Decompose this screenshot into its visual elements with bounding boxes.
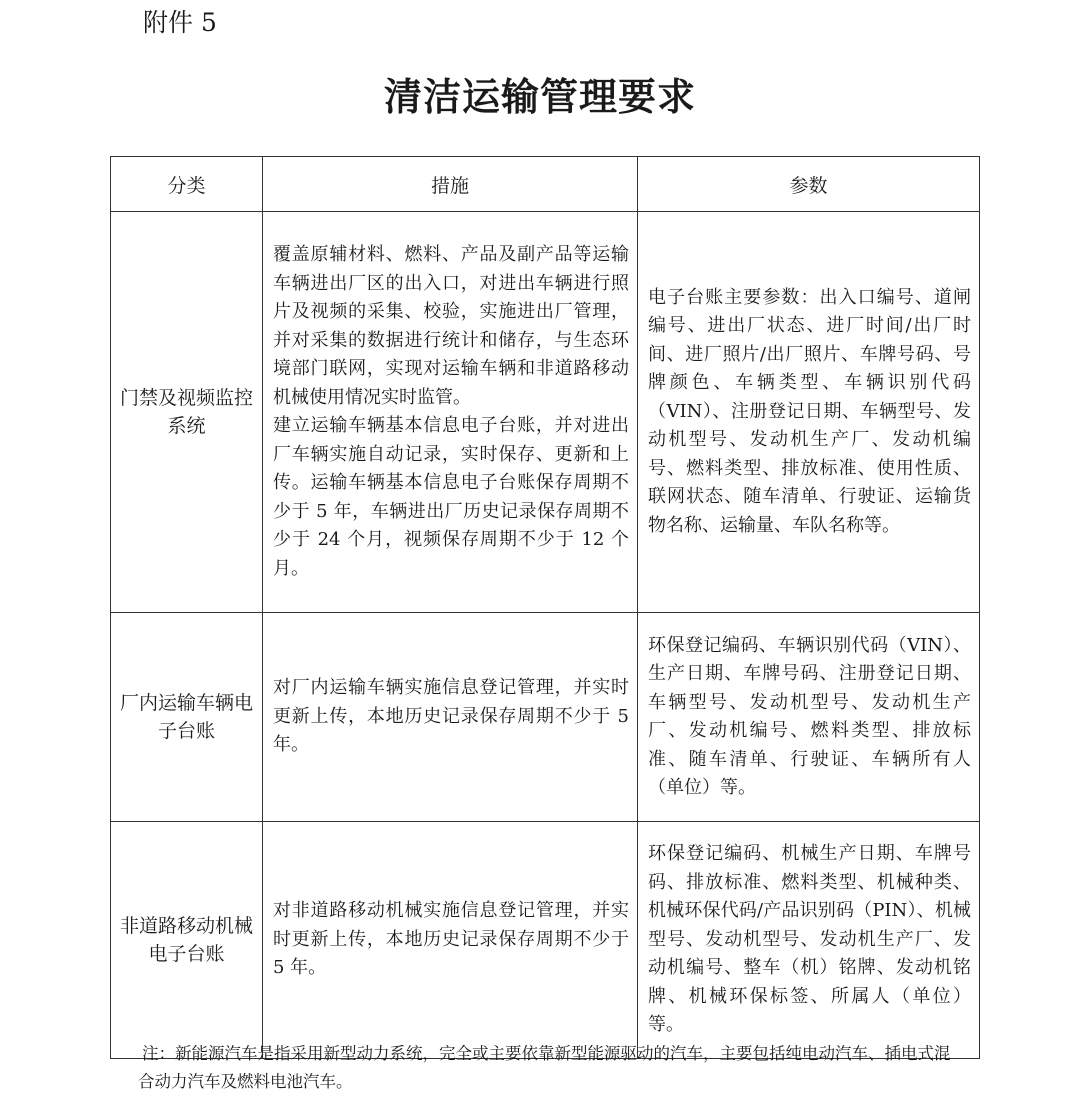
parameters-text: 环保登记编码、机械生产日期、车牌号码、排放标准、燃料类型、机械种类、机械环保代码/产品识别码（PIN）、机械型号、发动机型号、发动机生产厂、发动机编号、整车（机）铭牌、发动机铭牌、机械环保标签、所属人（单位）等。 [648, 843, 971, 1036]
header-category: 分类 [111, 157, 263, 212]
row-measures [263, 212, 638, 613]
row-measures [263, 822, 638, 1059]
measure-paragraph: 覆盖原辅材料、燃料、产品及副产品等运输车辆进出厂区的出入口，对进出车辆进行照片及视频的采集、校验，实施进出厂管理，并对采集的数据进行统计和储存，与生态环境部门联网，实现对运输车辆和非道路移动机械使用情况实时监管。 [273, 244, 629, 408]
header-measures: 措施 [263, 157, 638, 212]
page-title: 清洁运输管理要求 [383, 74, 696, 119]
category-text: 厂内运输车辆电子台账 [119, 692, 253, 742]
measure-paragraph: 建立运输车辆基本信息电子台账，并对进出厂车辆实施自动记录，实时保存、更新和上传。运输车辆基本信息电子台账保存周期不少于 5 年，车辆进出厂历史记录保存周期不少于 24 个月，视频保存周期不少于 12 个月。 [273, 415, 629, 579]
parameters-text: 环保登记编码、车辆识别代码（VIN）、生产日期、车牌号码、注册登记日期、车辆型号、发动机型号、发动机生产厂、发动机编号、燃料类型、排放标准、随车清单、行驶证、车辆所有人（单位）等。 [648, 634, 971, 798]
requirements-table [110, 156, 980, 1059]
category-text: 非道路移动机械电子台账 [119, 915, 253, 965]
measure-paragraph: 对厂内运输车辆实施信息登记管理，并实时更新上传，本地历史记录保存周期不少于 5 年。 [273, 677, 629, 756]
table-row [111, 212, 980, 613]
row-parameters [638, 822, 980, 1059]
measure-paragraph: 对非道路移动机械实施信息登记管理，并实时更新上传，本地历史记录保存周期不少于 5 年。 [273, 900, 629, 979]
row-category [111, 212, 263, 613]
table-row [111, 822, 980, 1059]
parameters-text: 电子台账主要参数：出入口编号、道闸编号、进出厂状态、进厂时间/出厂时间、进厂照片/出厂照片、车牌号码、号牌颜色、车辆类型、车辆识别代码（VIN）、注册登记日期、车辆型号、发动机型号、发动机生产厂、发动机编号、燃料类型、排放标准、使用性质、联网状态、随车清单、行驶证、运输货物名称、运输量、车队名称等。 [648, 286, 971, 536]
row-category [111, 822, 263, 1059]
row-category [111, 613, 263, 822]
footnote: 注：新能源汽车是指采用新型动力系统，完全或主要依靠新型能源驱动的汽车，主要包括纯电动汽车、插电式混合动力汽车及燃料电池汽车。 [138, 1044, 951, 1091]
row-measures [263, 613, 638, 822]
table-row [111, 613, 980, 822]
header-parameters: 参数 [638, 157, 980, 212]
table-header-row [111, 157, 980, 212]
row-parameters [638, 613, 980, 822]
category-text: 门禁及视频监控系统 [119, 387, 253, 437]
row-parameters [638, 212, 980, 613]
attachment-label: 附件 5 [143, 8, 217, 37]
